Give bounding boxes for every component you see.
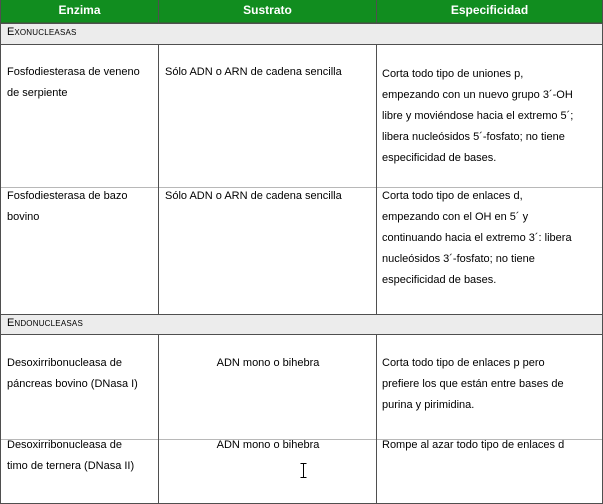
column-border <box>158 335 159 504</box>
cell-sustrato: Sólo ADN o ARN de cadena sencilla <box>165 190 342 202</box>
cell-line: especificidad de bases. <box>382 274 497 286</box>
cell-especificidad <box>382 186 602 291</box>
cell-line: Desoxirribonucleasa de <box>7 439 122 451</box>
text-cursor-icon <box>300 463 307 478</box>
cell-sustrato: ADN mono o bihebra <box>216 439 320 451</box>
cell-line: Corta todo tipo de enlaces p pero <box>382 357 545 369</box>
cell-line: libera nucleósidos 5´-fosfato; no tiene <box>382 131 565 143</box>
cell-line: libre y moviéndose hacia el extremo 5´; <box>382 110 574 122</box>
cell-line: Fosfodiesterasa de bazo <box>7 190 128 202</box>
cell-line: bovino <box>7 211 40 223</box>
column-border-left <box>0 23 1 503</box>
cell-especificidad <box>382 64 602 169</box>
column-border <box>376 45 377 314</box>
cell-line: empezando con el OH en 5´ y <box>382 211 529 223</box>
cell-line: Corta todo tipo de enlaces d, <box>382 190 523 202</box>
cell-line: Corta todo tipo de uniones p, <box>382 68 524 80</box>
column-border <box>158 45 159 314</box>
cell-line: de serpiente <box>7 87 68 99</box>
cell-line: páncreas bovino (DNasa I) <box>7 378 138 390</box>
header-enzima: Enzima <box>0 0 159 23</box>
cell-enzima <box>7 353 159 395</box>
cell-line: continuando hacia el extremo 3´: libera <box>382 232 572 244</box>
cell-enzima <box>7 435 159 477</box>
cell-line: Fosfodiesterasa de veneno <box>7 66 140 78</box>
cell-line: Desoxirribonucleasa de <box>7 357 122 369</box>
cell-line: purina y pirimidina. <box>382 399 475 411</box>
cell-sustrato: ADN mono o bihebra <box>216 357 320 369</box>
cell-especificidad <box>382 353 602 416</box>
cell-enzima <box>7 62 159 104</box>
cell-line: especificidad de bases. <box>382 152 497 164</box>
cell-line: Rompe al azar todo tipo de enlaces d <box>382 439 565 451</box>
section-exonucleasas <box>0 23 603 45</box>
header-sustrato: Sustrato <box>159 0 377 23</box>
section-endonucleasas <box>0 314 603 335</box>
cell-line: empezando con un nuevo grupo 3´-OH <box>382 89 573 101</box>
cell-sustrato: Sólo ADN o ARN de cadena sencilla <box>165 66 342 78</box>
section-label-first: E <box>7 26 15 38</box>
header-especificidad: Especificidad <box>377 0 603 23</box>
section-label-first: E <box>7 317 15 329</box>
section-label-rest: XONUCLEASAS <box>14 28 77 37</box>
column-border <box>376 335 377 504</box>
cell-line: nucleósidos 3´-fosfato; no tiene <box>382 253 535 265</box>
cell-especificidad <box>382 435 602 456</box>
cell-enzima <box>7 186 159 228</box>
cell-line: timo de ternera (DNasa II) <box>7 460 135 472</box>
section-label-rest: NDONUCLEASAS <box>14 319 83 328</box>
cell-line: prefiere los que están entre bases de <box>382 378 564 390</box>
